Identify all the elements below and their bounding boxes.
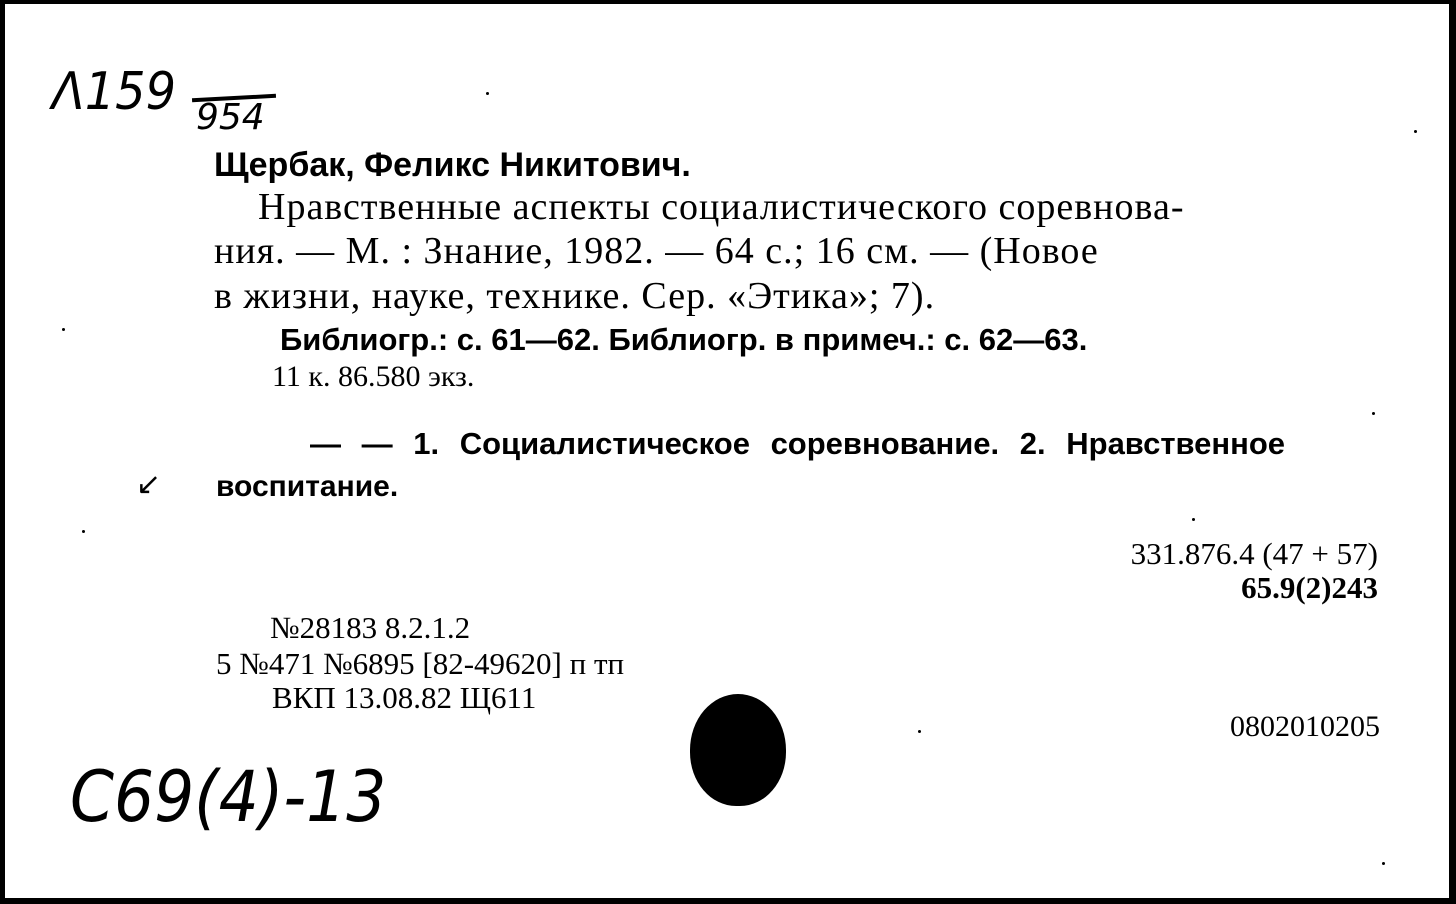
card-border-left [0,0,5,904]
punch-hole [690,694,786,806]
card-number: 0802010205 [1230,710,1380,743]
udc-classification: 331.876.4 (47 + 57) [1130,536,1378,571]
bbk-classification: 65.9(2)243 [1241,570,1378,605]
bibliography-note: Библиогр.: с. 61—62. Библиогр. в примеч.: с. 62—63. [280,322,1088,357]
dust-speck [82,530,85,533]
subject-headings-continued: воспитание. [216,470,399,503]
title-line-2: ния. — М. : Знание, 1982. — 64 с.; 16 см. — (Новое [214,230,1099,272]
handwritten-bottom-mark: C69(4)-13 [70,756,387,838]
card-border-top [0,0,1456,4]
handwritten-shelf-mark: Λ159 [52,62,177,122]
check-mark-icon: ↙ [136,467,162,502]
handwritten-inventory-number: 954 [196,97,265,138]
dust-speck [1414,130,1417,133]
dust-speck [1372,412,1375,415]
card-border-bottom [0,898,1456,904]
printing-info-line-3: ВКП 13.08.82 Щ611 [272,680,537,715]
dust-speck [918,730,921,733]
card-border-right [1449,0,1456,904]
dust-speck [1192,518,1195,521]
printing-info-line-2: 5 №471 №6895 [82-49620] п тп [216,646,625,681]
title-line-1: Нравственные аспекты социалистического соревнова- [258,186,1185,228]
dust-speck [62,328,65,331]
price-and-print-run: 11 к. 86.580 экз. [272,360,475,393]
author-heading: Щербак, Феликс Никитович. [214,146,691,184]
title-line-3: в жизни, науке, технике. Сер. «Этика»; 7). [214,275,936,317]
printing-info-line-1: №28183 8.2.1.2 [270,610,471,645]
dust-speck [1382,862,1385,865]
dust-speck [486,92,489,95]
subject-headings: — — 1. Социалистическое соревнование. 2. Нравственное [310,426,1286,461]
